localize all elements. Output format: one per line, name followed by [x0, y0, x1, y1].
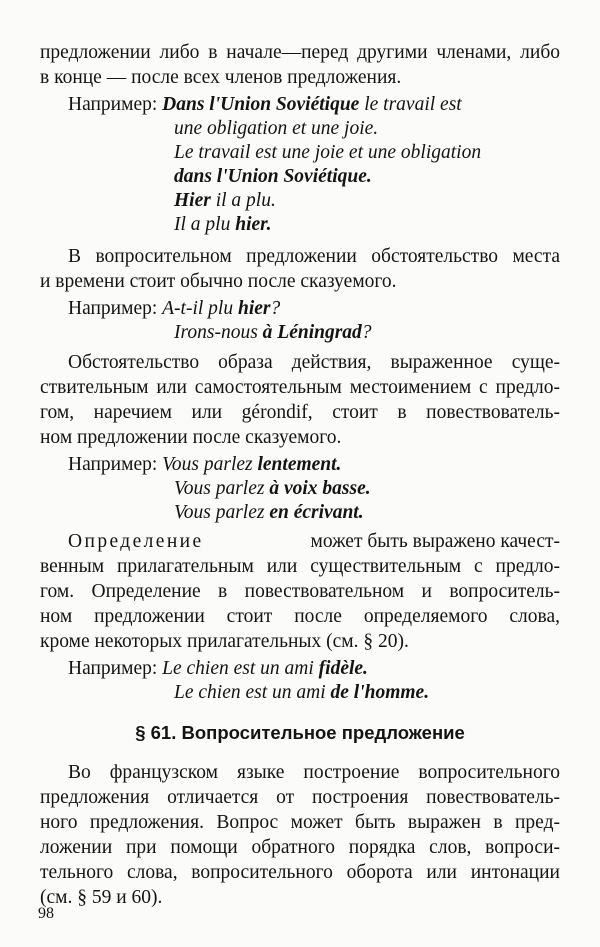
example-text: A-t-il plu — [162, 298, 238, 319]
example-text: il a plu. — [210, 190, 276, 211]
text-line: ном предложении стоит после определяемого слова, — [40, 606, 560, 627]
example-emphasis: hier — [237, 298, 271, 319]
example-label: Например: — [68, 298, 158, 319]
text-line: предложения отличается от построения повествователь- — [40, 787, 560, 808]
example-label: Например: — [68, 94, 158, 115]
example-emphasis: en écrivant. — [269, 502, 364, 523]
example-emphasis: Hier — [174, 190, 211, 211]
example-emphasis: de l'homme. — [330, 682, 430, 703]
text-line — [68, 530, 560, 554]
text-line: гом. Определение в повествовательном и вопроситель- — [40, 581, 560, 602]
example-line: une obligation et une joie. — [174, 118, 379, 139]
text-line: венным прилагательным или существительным с предло- — [40, 556, 560, 577]
example-line — [174, 213, 272, 237]
example-line: Le travail est une joie et une obligation — [174, 142, 482, 163]
example-line — [174, 501, 364, 525]
example-text: ? — [270, 298, 281, 319]
example-label: Например: — [68, 454, 158, 475]
text-line: (см. § 59 и 60). — [40, 887, 163, 908]
text-line-rest: может быть выражено качест- — [310, 531, 560, 552]
example-emphasis: dans l'Union Soviétique. — [174, 166, 372, 187]
page-number: 98 — [38, 905, 54, 922]
text-line: тельного слова, вопросительного оборота или интонации — [40, 862, 560, 883]
example-text: ? — [361, 322, 372, 343]
example-emphasis: à voix basse. — [269, 478, 371, 499]
text-line: ном предложении после сказуемого. — [40, 427, 342, 448]
example-text: Vous parlez — [174, 502, 270, 523]
text-line: Во французском языке построение вопросительного — [68, 762, 560, 783]
example-text: Irons-nous — [174, 322, 263, 343]
example-line — [68, 93, 462, 117]
text-line: В вопросительном предложении обстоятельство места — [68, 246, 560, 267]
text-line: предложении либо в начале—перед другими членами, либо — [40, 42, 560, 63]
text-line: кроме некоторых прилагательных (см. § 20). — [40, 631, 409, 652]
text-line: в конце — после всех членов предложения. — [40, 67, 402, 88]
example-line — [68, 297, 280, 321]
example-line — [174, 681, 429, 705]
example-emphasis: fidèle. — [318, 658, 368, 679]
text-line: и времени стоит обычно после сказуемого. — [40, 271, 397, 292]
text-line: ствительным или самостоятельным местоимением с предло- — [40, 377, 560, 398]
example-emphasis: lentement. — [257, 454, 342, 475]
example-text: Le chien est un ami — [174, 682, 331, 703]
example-emphasis: Dans l'Union Soviétique — [162, 94, 360, 115]
example-text: Il a plu — [174, 214, 236, 235]
example-text: Vous parlez — [162, 454, 258, 475]
example-emphasis: hier. — [235, 214, 272, 235]
example-text: le travail est — [359, 94, 462, 115]
example-text: Le chien est un ami — [162, 658, 319, 679]
spaced-term: Определение — [68, 531, 204, 552]
example-line — [68, 453, 341, 477]
text-line: Обстоятельство образа действия, выраженное суще- — [68, 352, 560, 373]
example-line — [174, 189, 276, 213]
example-emphasis: à Léningrad — [262, 322, 362, 343]
section-heading: § 61. Вопросительное предложение — [135, 722, 465, 743]
example-line — [174, 477, 371, 501]
example-label: Например: — [68, 658, 158, 679]
text-line: ного предложения. Вопрос может быть выражен в пред- — [40, 812, 560, 833]
example-line — [174, 165, 372, 189]
example-line — [174, 321, 372, 345]
text-line: гом, наречием или gérondif, стоит в повествователь- — [40, 402, 560, 423]
example-text: Vous parlez — [174, 478, 270, 499]
example-line — [68, 657, 368, 681]
text-line: ложении при помощи обратного порядка слов, вопроси- — [40, 837, 560, 858]
